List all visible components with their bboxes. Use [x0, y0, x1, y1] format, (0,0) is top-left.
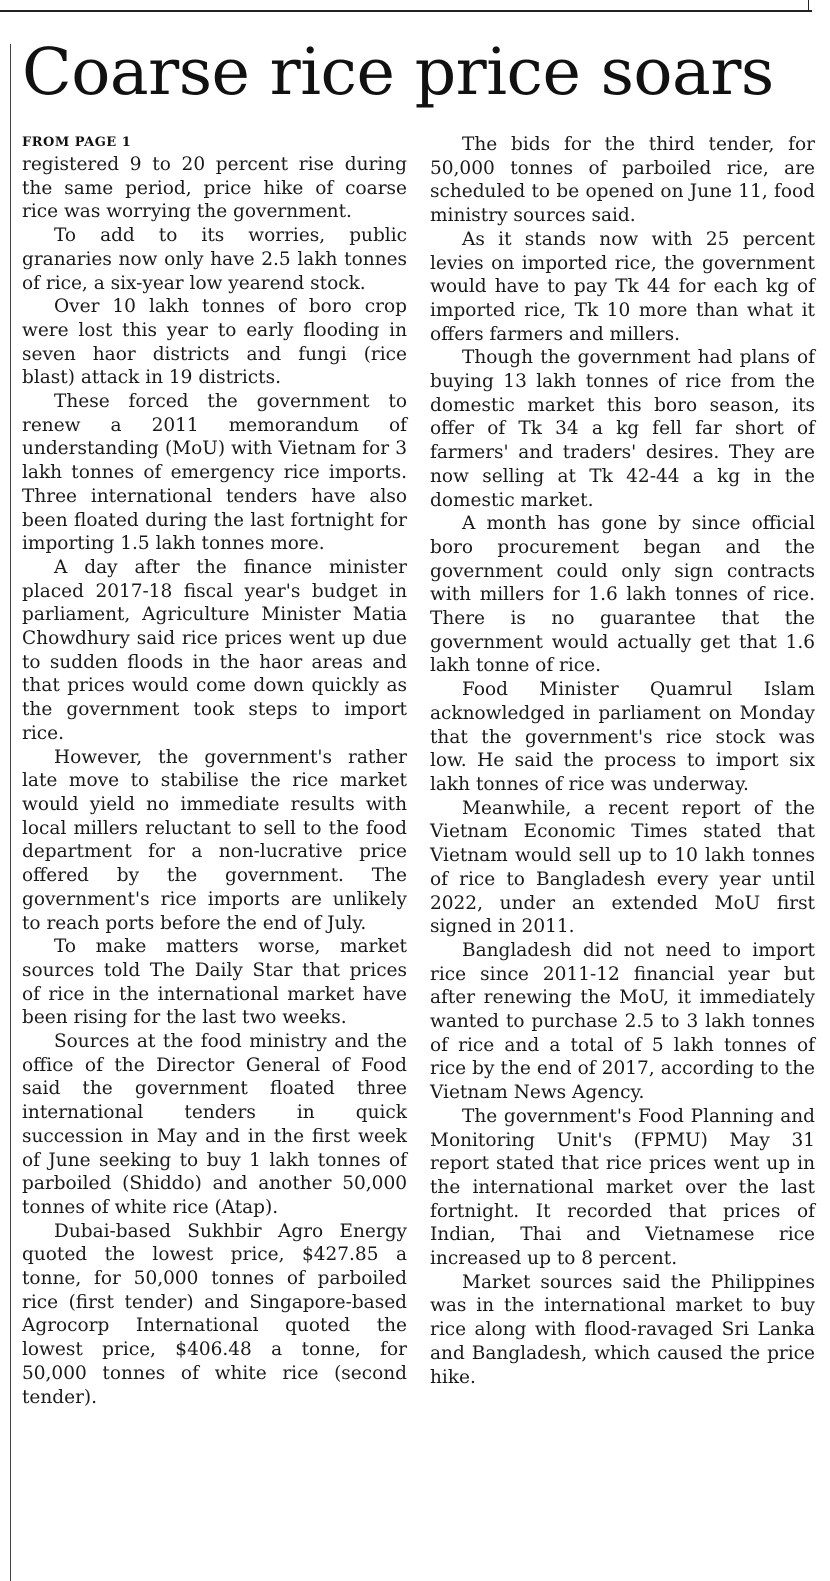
top-rule: [0, 10, 812, 12]
paragraph: Bangladesh did not need to import rice since 2011-12 financial year but after renewing the MoU, it immediately wanted to purchase 2.5 to 3 lakh tonnes of rice and a total of 5 lakh tonnes of rice by the end of 2017, according to the Vietnam News Agency.: [430, 939, 815, 1104]
headline: Coarse rice price soars: [22, 35, 774, 110]
paragraph: As it stands now with 25 percent levies on imported rice, the government would have to pay Tk 44 for each kg of imported rice, Tk 10 more than what it offers farmers and millers.: [430, 228, 815, 345]
paragraph: Sources at the food ministry and the office of the Director General of Food said the government floated three international tenders in quick succession in May and in the first week of June seeking to buy 1 lakh tonnes of parboiled (Shiddo) and another 50,000 tonnes of white rice (Atap).: [22, 1031, 407, 1218]
paragraph: To make matters worse, market sources told The Daily Star that prices of rice in the international market have been rising for the last two weeks.: [22, 936, 407, 1029]
paragraph: The government's Food Planning and Monitoring Unit's (FPMU) May 31 report stated that rice prices went up in the international market over the last fortnight. It recorded that prices of Indian, Thai and Vietnamese rice increased up to 8 percent.: [430, 1105, 815, 1270]
paragraph: registered 9 to 20 percent rise during the same period, price hike of coarse rice was worrying the government.: [22, 154, 407, 223]
paragraph: However, the government's rather late move to stabilise the rice market would yield no immediate results with local millers reluctant to sell to the food department for a non-lucrative price offered by the government. The government's rice imports are unlikely to reach ports before the end of July.: [22, 746, 407, 934]
paragraph: Food Minister Quamrul Islam acknowledged in parliament on Monday that the government's rice stock was low. He said the process to import six lakh tonnes of rice was underway.: [430, 679, 815, 795]
paragraph: A month has gone by since official boro procurement began and the government could only sign contracts with millers for 1.6 lakh tonnes of rice. There is no guarantee that the government would actually get that 1.6 lakh tonne of rice.: [430, 513, 815, 677]
paragraph: The bids for the third tender, for 50,000 tonnes of parboiled rice, are scheduled to be opened on June 11, food ministry sources said.: [430, 134, 815, 227]
article-column-left: [22, 133, 407, 1409]
paragraph: Dubai-based Sukhbir Agro Energy quoted the lowest price, $427.85 a tonne, for 50,000 tonnes of parboiled rice (first tender) and Singapore-based Agrocorp International quoted the lowest price, $406.48 a tonne, for 50,000 tonnes of white rice (second tender).: [22, 1220, 407, 1408]
paragraph: Over 10 lakh tonnes of boro crop were lost this year to early flooding in seven haor districts and fungi (rice blast) attack in 19 districts.: [22, 296, 407, 389]
top-rule-end: [808, 0, 809, 12]
paragraph: Market sources said the Philippines was in the international market to buy rice along with flood-ravaged Sri Lanka and Bangladesh, which caused the price hike.: [430, 1271, 815, 1388]
kicker: FROM PAGE 1: [22, 135, 132, 150]
article-column-right: [430, 133, 815, 1389]
paragraph: A day after the finance minister placed 2017-18 fiscal year's budget in parliament, Agriculture Minister Matia Chowdhury said rice prices went up due to sudden floods in the haor areas and that prices would come down quickly as the government took steps to import rice.: [22, 556, 407, 744]
paragraph: To add to its worries, public granaries now only have 2.5 lakh tonnes of rice, a six-year low yearend stock.: [22, 225, 407, 294]
paragraph: Meanwhile, a recent report of the Vietnam Economic Times stated that Vietnam would sell up to 10 lakh tonnes of rice to Bangladesh every year until 2022, under an extended MoU first signed in 2011.: [430, 797, 815, 938]
paragraph: Though the government had plans of buying 13 lakh tonnes of rice from the domestic market this boro season, its offer of Tk 34 a kg fell far short of farmers' and traders' desires. They are now selling at Tk 42-44 a kg in the domestic market.: [430, 347, 815, 511]
left-column-rule: [10, 44, 11, 1581]
paragraph: These forced the government to renew a 2011 memorandum of understanding (MoU) with Vietnam for 3 lakh tonnes of emergency rice imports. Three international tenders have also been floated during the last fortnight for importing 1.5 lakh tonnes more.: [22, 391, 407, 555]
